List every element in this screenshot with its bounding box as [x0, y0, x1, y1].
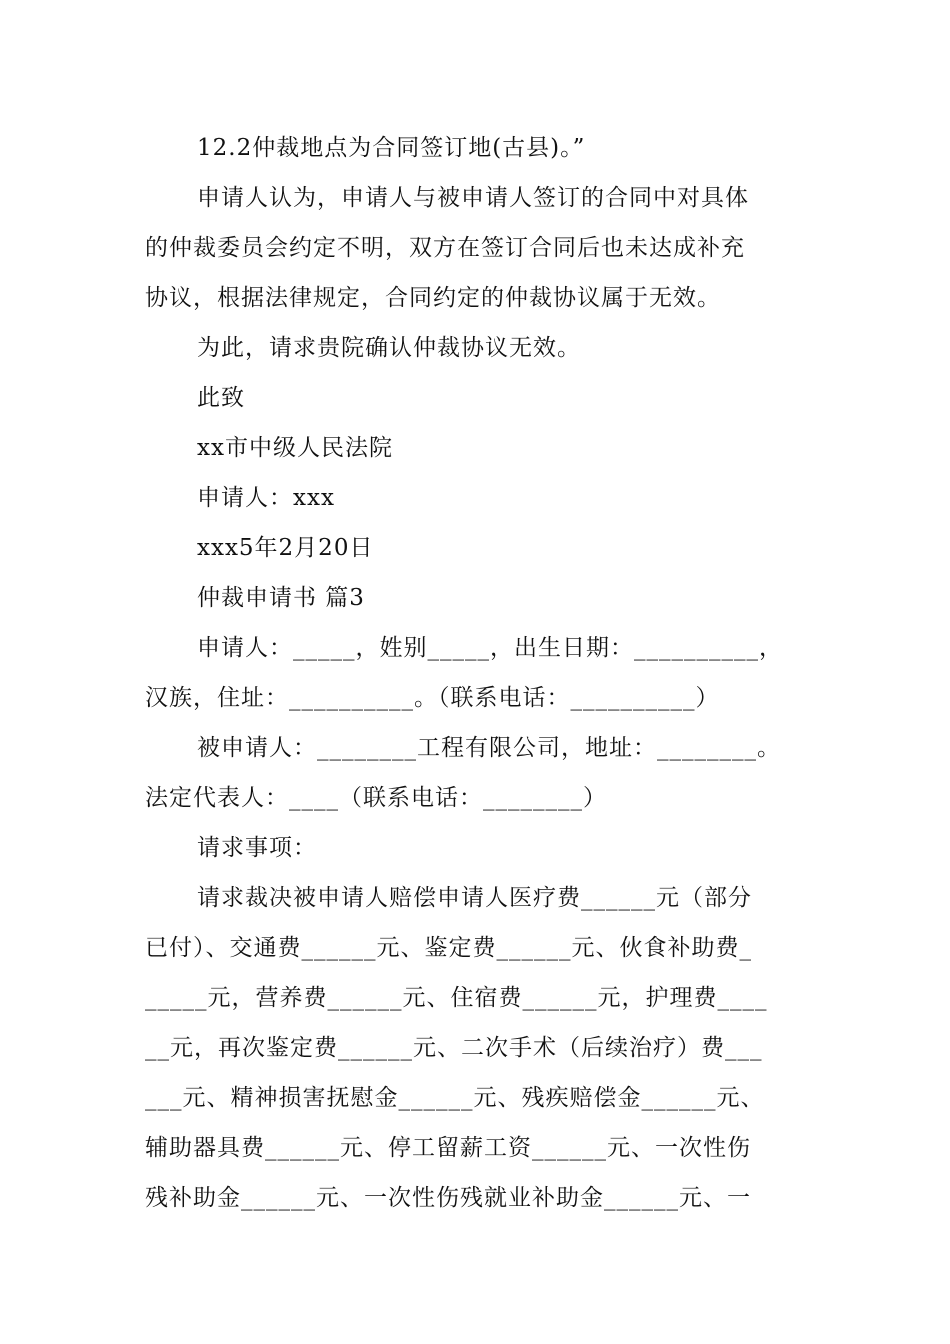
claims-line-5: ___元、精神损害抚慰金______元、残疾赔偿金______元、	[145, 1085, 765, 1111]
claims-line-4: __元，再次鉴定费______元、二次手术（后续治疗）费___	[145, 1035, 763, 1061]
court-name: xx市中级人民法院	[197, 435, 393, 461]
claims-heading: 请求事项：	[197, 835, 317, 861]
respondent-info-line-2: 法定代表人：____（联系电话：________）	[145, 785, 607, 811]
section-heading: 仲裁申请书 篇3	[197, 585, 365, 611]
signature-date: xxx5年2月20日	[197, 535, 374, 561]
salutation: 此致	[197, 385, 245, 411]
applicant-signature: 申请人：xxx	[197, 485, 335, 511]
argument-line-2: 的仲裁委员会约定不明，双方在签订合同后也未达成补充	[145, 235, 745, 261]
request-statement: 为此，请求贵院确认仲裁协议无效。	[197, 335, 581, 361]
claims-line-3: _____元，营养费______元、住宿费______元，护理费____	[145, 985, 768, 1011]
claims-line-6: 辅助器具费______元、停工留薪工资______元、一次性伤	[145, 1135, 751, 1161]
clause-12-2: 12.2仲裁地点为合同签订地(古县)。”	[197, 135, 586, 161]
applicant-info-line-2: 汉族，住址：__________。（联系电话：__________）	[145, 685, 720, 711]
claims-line-2: 已付）、交通费______元、鉴定费______元、伙食补助费_	[145, 935, 752, 961]
claims-line-7: 残补助金______元、一次性伤残就业补助金______元、一	[145, 1185, 751, 1211]
applicant-info-line-1: 申请人：_____，姓别_____，出生日期：__________，	[197, 635, 783, 661]
argument-line-1: 申请人认为，申请人与被申请人签订的合同中对具体	[197, 185, 749, 211]
claims-line-1: 请求裁决被申请人赔偿申请人医疗费______元（部分	[197, 885, 752, 911]
argument-line-3: 协议，根据法律规定，合同约定的仲裁协议属于无效。	[145, 285, 721, 311]
respondent-info-line-1: 被申请人：________工程有限公司，地址：________。	[197, 735, 781, 761]
